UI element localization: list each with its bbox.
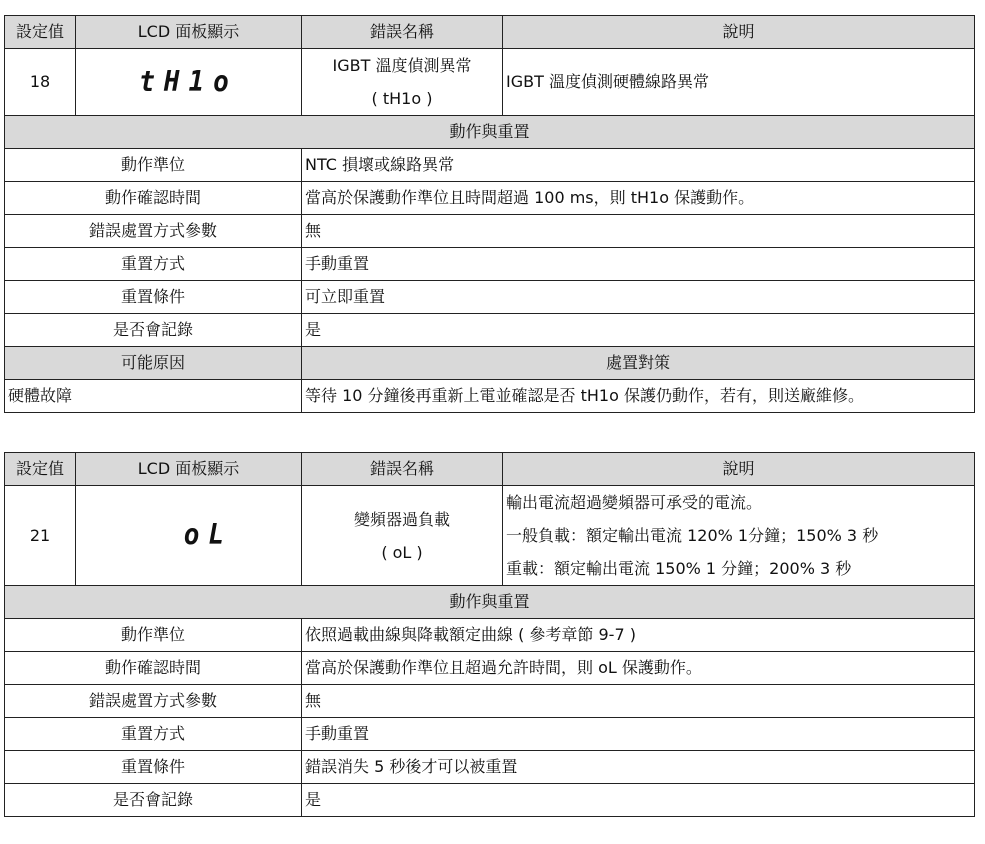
fault-description [503,486,975,586]
fault-name-line1: IGBT 溫度偵測異常 [332,56,472,75]
section-title: 動作與重置 [5,116,975,149]
fault-name-line2: ( oL ) [381,542,423,562]
fault-name [302,486,503,586]
table-row [5,685,975,718]
lcd-display [76,49,302,116]
row-value: 手動重置 [302,718,975,751]
header-name: 錯誤名稱 [302,16,503,49]
fault-name-line1: 變頻器過負載 [353,509,450,529]
setting-value: 21 [5,486,76,586]
table-header-row [5,453,975,486]
row-value: 可立即重置 [302,281,975,314]
action-text: 等待 10 分鐘後再重新上電並確認是否 tH1o 保護仍動作，若有，則送廠維修。 [302,380,975,413]
row-label: 是否會記錄 [5,784,302,817]
table-header-row [5,16,975,49]
description-line: 一般負載：額定輸出電流 120% 1分鐘；150% 3 秒 [506,526,879,545]
table-row [5,751,975,784]
row-value: 當高於保護動作準位且超過允許時間，則 oL 保護動作。 [302,652,975,685]
cause-header-row [5,347,975,380]
header-setting: 設定值 [5,16,76,49]
description-line: 輸出電流超過變頻器可承受的電流。 [506,493,763,512]
fault-info-row [5,486,975,586]
fault-name-line2: ( tH1o ) [371,89,433,108]
row-label: 動作確認時間 [5,652,302,685]
row-value: NTC 損壞或線路異常 [302,149,975,182]
action-header: 處置對策 [302,347,975,380]
fault-description: IGBT 溫度偵測硬體線路異常 [503,49,975,116]
row-label: 動作確認時間 [5,182,302,215]
header-name: 錯誤名稱 [302,453,503,486]
row-value: 是 [302,784,975,817]
lcd-segment-text: tH1o [139,65,238,99]
row-label: 錯誤處置方式參數 [5,685,302,718]
row-value: 無 [302,215,975,248]
fault-info-row [5,49,975,116]
lcd-display [76,486,302,586]
table-row [5,248,975,281]
row-label: 動作準位 [5,619,302,652]
section-title: 動作與重置 [5,586,975,619]
row-label: 錯誤處置方式參數 [5,215,302,248]
description-line: 重載：額定輸出電流 150% 1 分鐘；200% 3 秒 [506,559,852,578]
row-label: 重置方式 [5,248,302,281]
row-label: 重置條件 [5,751,302,784]
row-value: 手動重置 [302,248,975,281]
table-row [5,619,975,652]
lcd-segment-text: oL [183,518,233,552]
table-row [5,314,975,347]
row-label: 是否會記錄 [5,314,302,347]
fault-table-ol [4,452,975,817]
cause-row [5,380,975,413]
row-label: 重置條件 [5,281,302,314]
row-value: 依照過載曲線與降載額定曲線 ( 參考章節 9-7 ) [302,619,975,652]
table-row [5,149,975,182]
table-row [5,718,975,751]
table-row [5,652,975,685]
fault-name [302,49,503,116]
table-row [5,281,975,314]
cause-text: 硬體故障 [5,380,302,413]
header-desc: 說明 [503,453,975,486]
table-row [5,182,975,215]
row-label: 動作準位 [5,149,302,182]
table-row [5,215,975,248]
header-setting: 設定值 [5,453,76,486]
table-row [5,784,975,817]
row-value: 當高於保護動作準位且時間超過 100 ms，則 tH1o 保護動作。 [302,182,975,215]
fault-table-th1o [4,15,975,413]
section-header-row [5,586,975,619]
setting-value: 18 [5,49,76,116]
cause-header: 可能原因 [5,347,302,380]
header-lcd: LCD 面板顯示 [76,453,302,486]
header-lcd: LCD 面板顯示 [76,16,302,49]
row-value: 錯誤消失 5 秒後才可以被重置 [302,751,975,784]
row-label: 重置方式 [5,718,302,751]
row-value: 無 [302,685,975,718]
header-desc: 說明 [503,16,975,49]
section-header-row [5,116,975,149]
row-value: 是 [302,314,975,347]
